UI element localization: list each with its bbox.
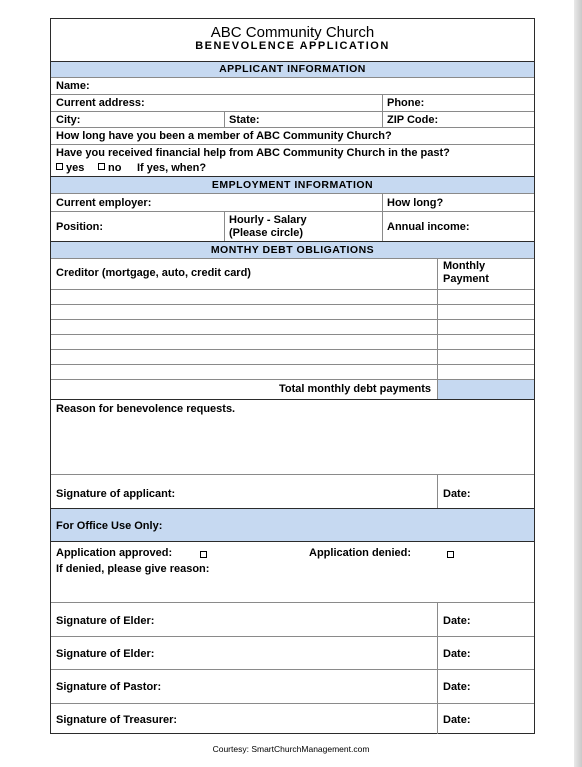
church-title: ABC Community Church [210, 24, 375, 41]
divider [224, 212, 225, 241]
name-label: Name: [56, 80, 90, 92]
denied-label: Application denied: [309, 547, 412, 559]
employer-row [51, 193, 534, 211]
reason-label: Reason for benevolence requests. [56, 403, 236, 415]
divider [437, 475, 438, 508]
treasurer-date-label: Date: [443, 714, 471, 726]
divider [437, 603, 438, 636]
city-label: City: [56, 114, 81, 126]
when-label: If yes, when? [137, 162, 207, 174]
reason-field[interactable] [51, 399, 534, 474]
divider [437, 305, 438, 319]
divider [437, 350, 438, 364]
pastor-signature-label: Signature of Pastor: [56, 681, 162, 693]
divider [437, 290, 438, 304]
debt-entry-row[interactable] [51, 319, 534, 334]
page-edge [574, 0, 582, 767]
elder1-signature-label: Signature of Elder: [56, 615, 155, 627]
financial-help-label: Have you received financial help from ABC Community Church in the past? [56, 147, 450, 159]
divider [382, 212, 383, 241]
applicant-signature-row [51, 474, 534, 508]
state-label: State: [229, 114, 260, 126]
pastor-date-label: Date: [443, 681, 471, 693]
employment-header-text: EMPLOYMENT INFORMATION [211, 179, 374, 191]
position-label: Position: [56, 221, 104, 233]
membership-field[interactable] [51, 127, 534, 144]
employer-label: Current employer: [56, 197, 152, 209]
payment-column-header: Payment [443, 273, 489, 285]
debt-entry-row[interactable] [51, 334, 534, 349]
divider [382, 95, 383, 111]
how-long-label: How long? [387, 197, 444, 209]
applicant-signature-label: Signature of applicant: [56, 488, 176, 500]
creditor-column-header: Creditor (mortgage, auto, credit card) [56, 267, 251, 279]
debt-entry-row[interactable] [51, 364, 534, 379]
treasurer-signature-label: Signature of Treasurer: [56, 714, 178, 726]
divider [437, 320, 438, 334]
yes-label: yes [66, 162, 85, 174]
debt-entry-row[interactable] [51, 304, 534, 319]
debt-column-headers [51, 258, 534, 289]
form-subtitle: BENEVOLENCE APPLICATION [195, 40, 390, 52]
divider [437, 365, 438, 379]
name-field[interactable] [51, 77, 534, 94]
divider [437, 670, 438, 703]
applicant-section-header [51, 61, 534, 77]
debt-entry-row[interactable] [51, 289, 534, 304]
city-row [51, 111, 534, 127]
no-option[interactable] [98, 162, 121, 174]
no-label: no [108, 162, 122, 174]
footer-credit: Courtesy: SmartChurchManagement.com [212, 744, 370, 754]
hourly-salary-option[interactable]: Hourly - Salary [229, 214, 307, 226]
divider [224, 112, 225, 127]
yes-checkbox-icon[interactable] [56, 163, 63, 170]
divider [437, 704, 438, 734]
elder2-date-label: Date: [443, 648, 471, 660]
divider [437, 637, 438, 669]
elder1-date-label: Date: [443, 615, 471, 627]
please-circle-note: (Please circle) [229, 227, 303, 239]
debt-section-header [51, 241, 534, 258]
monthly-column-header: Monthly [443, 260, 486, 272]
yes-option[interactable] [56, 162, 84, 174]
total-debt-row [51, 379, 534, 399]
approval-row [51, 541, 534, 602]
phone-label: Phone: [387, 97, 425, 109]
approved-checkbox-icon[interactable] [200, 551, 207, 558]
denied-checkbox-icon[interactable] [447, 551, 454, 558]
membership-label: How long have you been a member of ABC Community Church? [56, 130, 392, 142]
financial-help-row [51, 144, 534, 176]
elder2-signature-row [51, 636, 534, 669]
elder2-signature-label: Signature of Elder: [56, 648, 155, 660]
zip-label: ZIP Code: [387, 114, 439, 126]
position-row [51, 211, 534, 241]
treasurer-signature-row [51, 703, 534, 734]
approved-label: Application approved: [56, 547, 173, 559]
office-use-header [51, 508, 534, 541]
benevolence-form [50, 18, 535, 734]
employment-section-header [51, 176, 534, 193]
divider [437, 259, 438, 289]
address-row [51, 94, 534, 111]
total-debt-field[interactable] [437, 380, 534, 399]
divider [437, 335, 438, 349]
divider [382, 194, 383, 211]
office-use-label: For Office Use Only: [56, 520, 163, 532]
income-label: Annual income: [387, 221, 470, 233]
elder1-signature-row [51, 602, 534, 636]
no-checkbox-icon[interactable] [98, 163, 105, 170]
total-debt-label: Total monthly debt payments [279, 383, 431, 395]
pastor-signature-row [51, 669, 534, 703]
debt-header-text: MONTHY DEBT OBLIGATIONS [210, 244, 375, 256]
address-label: Current address: [56, 97, 145, 109]
divider [382, 112, 383, 127]
applicant-date-label: Date: [443, 488, 471, 500]
denied-reason-label: If denied, please give reason: [56, 563, 210, 575]
debt-entry-row[interactable] [51, 349, 534, 364]
applicant-header-text: APPLICANT INFORMATION [219, 63, 366, 75]
